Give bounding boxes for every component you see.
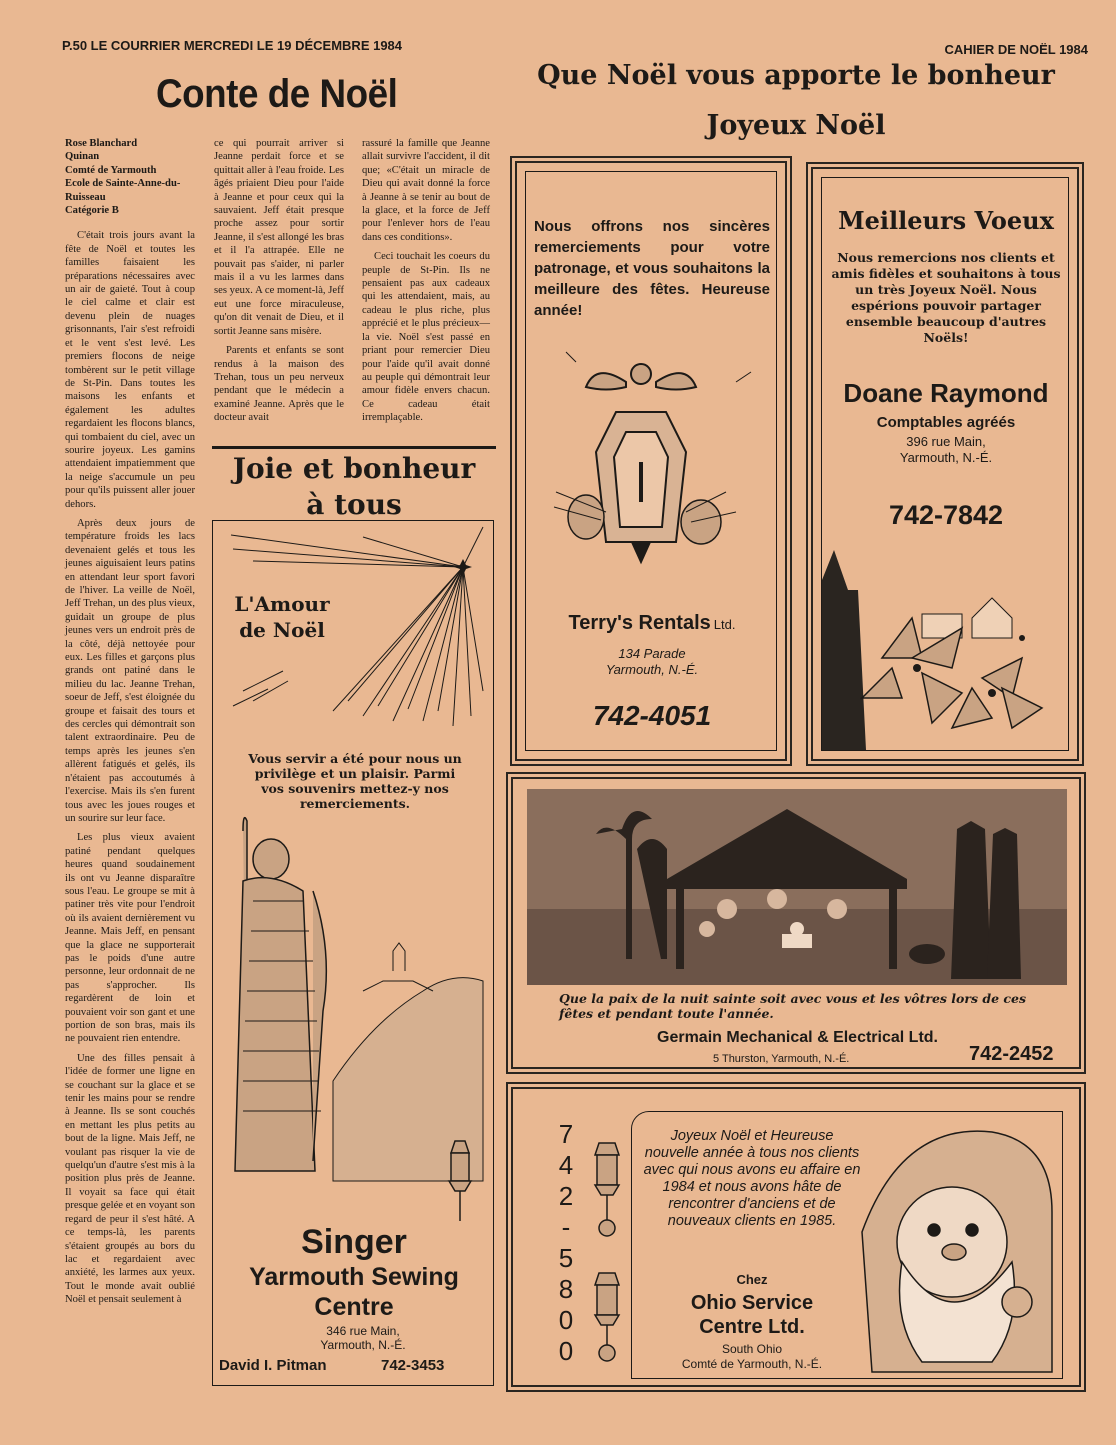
byline-line: Ecole de Sainte-Anne-du-	[65, 178, 181, 190]
doane-ad-box	[821, 177, 1069, 751]
ohio-phone-digit: 7	[558, 1119, 574, 1149]
singer-heading-1: Joie et bonheur	[232, 452, 476, 485]
germain-name: Germain Mechanical & Electrical Ltd.	[657, 1029, 938, 1046]
story-paragraph: Une des filles pensait à l'idée de former une ligne en se couchant sur la glace et se tenir les mains pour se rendre à Jeanne. Ils se sont couchés en mettant les plus petits au bout de la ligne. Mais Jeff, ne voulant pas risquer la vie de quelqu'un d'autre s'est mis à la position plus près de Jeanne. Il voyait sa face qui était presque gelée et en voyant son regard de peur il s'est hâté. A ce temps-là, les parents s'étaient groupés au bors du lac et regardaient avec anxiété, les larmes aux yeux. Tout le monde avait oublié Noël et pensait seulement à	[65, 1052, 195, 1306]
terrys-ad-box	[525, 171, 777, 751]
terrys-message: Nous offrons nos sincères remerciements pour votre patronage, et vous souhaitons la meilleure des fêtes. Heureuse année!	[534, 218, 770, 319]
story-paragraph: ce qui pourrait arriver si Jeanne perdait force et se quittait aller à l'eau froide. Les âgés priaient Dieu pour l'aide à Jeanne et pour ceux qui la sauvaient. Jeff était presque proche assez pour sortir Jeanne, il s'est allongé les bras et il l'a attrapée. Elle ne pouvait pas s'aider, ni parler mais il a vu les larmes dans ses yeux. A ce moment-là, Jeff eut une force miraculeuse, qu'on dit venait de Dieu, et il sortit Jeanne sans misère.	[214, 138, 344, 337]
doane-address-1: 396 rue Main,	[906, 434, 986, 449]
ohio-phone-digit: 5	[558, 1243, 574, 1273]
page-header-right: CAHIER DE NOËL 1984	[944, 42, 1088, 57]
ohio-ad-box	[631, 1111, 1063, 1379]
doane-message: Nous remercions nos clients et amis fidèles et souhaitons à tous un très Joyeux Noël. Nous espérions pouvoir partager ensemble beaucoup d'autres Noëls!	[831, 250, 1061, 345]
story-paragraph: rassuré la famille que Jeanne allait survivre l'accident, il dit que; «C'était un miracle de Dieu qui avait donné la force à Jeanne à se tenir au bout de la glace, et la force de Jeff pour l'enlever hors de l'eau dans ces conditions».	[362, 138, 490, 243]
doane-subtitle: Comptables agréés	[876, 414, 1016, 431]
terrys-ad-border	[510, 156, 792, 766]
singer-message: Vous servir a été pour nous un privilège et un plaisir. Parmi vos souvenirs mettez-y nos remerciements.	[248, 751, 462, 811]
page-header-left: P.50 LE COURRIER MERCREDI LE 19 DÉCEMBRE 1984	[62, 38, 403, 53]
ohio-address-1: South Ohio	[721, 1342, 783, 1356]
story-paragraph: Ceci touchait les coeurs du peuple de St-Pin. Ils ne pensaient pas aux cadeaux qui les attendaient, mais, au cadeau le plus riche, plus apprécié et le plus précieux— la vie. Noël s'est passé en priant pour remercier Dieu pour l'aide qu'il avait donné au peuple qui démontrait leur amour fidèle envers chacun. Ce cadeau était irremplaçable.	[362, 251, 490, 424]
ohio-phone-digit: 2	[558, 1181, 574, 1211]
story-column-3	[362, 137, 490, 431]
ohio-phone-digit: 0	[558, 1305, 574, 1335]
byline-line: Rose Blanchard	[65, 138, 138, 149]
germain-phone: 742-2452	[969, 1043, 1054, 1065]
doane-phone: 742-7842	[888, 500, 1004, 530]
banner-line-1: Que Noël vous apporte le bonheur	[537, 60, 1055, 91]
story-byline	[65, 137, 195, 217]
singer-contact: David I. Pitman	[219, 1357, 327, 1374]
terrys-name-text: Terry's Rentals	[568, 612, 711, 634]
ohio-ad-border	[506, 1082, 1086, 1392]
story-column-1	[65, 137, 195, 1313]
amour-de-noel-text: L'Amour de Noël	[234, 592, 330, 642]
byline-line: Comté de Yarmouth	[65, 164, 157, 176]
byline-line: Ruisseau	[65, 191, 106, 203]
doane-name: Doane Raymond	[843, 378, 1049, 408]
nativity-illustration	[527, 789, 1067, 985]
story-paragraph: C'était trois jours avant la fête de Noël et toutes les familles faisaient les préparations nécessaires avec un air de gaieté. Tout à coup le ciel calme et clair est devenu plein de nuages grisonnants, l'air s'est refroidi et le vent s'est levé. Les premiers flocons de neige tombèrent sur le petit village de St-Pin. Dans toutes les maisons les enfants et également les adultes regardaient les flocons blancs, qui tombaient du ciel, avec un sourire joyeux. Les gamins attendaient impatiemment que la neige s'accumule un peu pour qu'ils puissent aller jouer dehors.	[65, 230, 195, 510]
ohio-chez: Chez	[736, 1272, 768, 1287]
story-title: Conte de Noël	[156, 72, 398, 116]
germain-address: 5 Thurston, Yarmouth, N.-É.	[713, 1053, 850, 1065]
ohio-name-1: Ohio Service	[690, 1292, 814, 1314]
terrys-address-2: Yarmouth, N.-É.	[605, 662, 699, 677]
singer-address-1: 346 rue Main,	[326, 1324, 400, 1338]
ohio-address-2: Comté de Yarmouth, N.-É.	[681, 1357, 823, 1371]
byline-line: Quinan	[65, 151, 100, 163]
lamp-post-illustrations	[589, 1133, 629, 1363]
ohio-phone-vertical	[551, 1119, 581, 1367]
doane-ad-border	[806, 162, 1084, 766]
terrys-phone: 742-4051	[592, 700, 712, 731]
doane-address-2: Yarmouth, N.-É.	[899, 450, 993, 465]
singer-heading-2: à tous	[306, 488, 402, 521]
singer-brand: Singer	[301, 1223, 407, 1261]
poinsettia-illustration	[822, 538, 1070, 750]
singer-store-name-1: Yarmouth Sewing	[249, 1263, 459, 1291]
ohio-phone-digit: 8	[558, 1274, 574, 1304]
terrys-address-1: 134 Parade	[618, 646, 686, 661]
ohio-phone-digit: -	[561, 1212, 571, 1242]
banner-line-2: Joyeux Noël	[706, 110, 886, 141]
germain-ad-border	[506, 772, 1086, 1074]
germain-message: Que la paix de la nuit sainte soit avec vous et les vôtres lors de ces fêtes et pendant toute l'année.	[559, 991, 1027, 1021]
doane-heading: Meilleurs Voeux	[838, 206, 1054, 235]
story-paragraph: Parents et enfants se sont rendus à la maison des Trehan, tous un peu nerveux pendant que le médecin a examiné Jeanne. Après que le docteur avait	[214, 345, 344, 424]
ohio-name-2: Centre Ltd.	[699, 1316, 805, 1338]
ohio-phone-digit: 4	[558, 1150, 574, 1180]
singer-ad-box	[212, 520, 494, 1386]
ohio-phone-digit: 0	[558, 1336, 574, 1366]
singer-address-2: Yarmouth, N.-É.	[320, 1338, 406, 1352]
santa-illustration	[842, 1112, 1062, 1378]
terrys-name	[526, 612, 778, 635]
story-paragraph: Après deux jours de température froids les lacs devenaient gelés et tous les jeunes aiguisaient leurs patins en attendant leur sport favori de l'hiver. La veille de Noël, Jeff Trehan, un des plus vieux, guidait un groupe de plus jeunes vers un endroit près de la côté, déjà nettoyée pour eux. Les filles et garçons plus grands ont patiné dans le milieu du lac. Jeanne Trehan, soeur de Jeff, s'est éloignée du groupe et faisait des tours et des cercles qui démontrait son talent extraordinaire. Peu de temps après les jeunes s'en allèrent fatigués et gelés, ils n'étaient pas accoutumés à l'exercise. Mais ils s'en furent tous avec les joues rouges et un sourire sur leur face.	[65, 517, 195, 824]
singer-store-name-2: Centre	[314, 1293, 394, 1321]
story-paragraph: Les plus vieux avaient patiné pendant quelques heures quand soudainement ils ont vu Jeanne disparaître sous l'eau. Le groupe se mit à patiner très vite pour l'endroit où ils avaient dernièrement vu Jeanne. Mais Jeff, en pensant que la glace ne supporterait pas le poids d'une autre personne, leur ordonnait de ne pas s'approcher. Ils regardèrent de loin et pouvaient voir son gant et une portion de son bras, mais ils ne pouvaient rien entendre.	[65, 832, 195, 1045]
terrys-name-suffix: Ltd.	[713, 617, 736, 632]
singer-phone: 742-3453	[381, 1357, 445, 1374]
ohio-message: Joyeux Noël et Heureuse nouvelle année à tous nos clients avec qui nous avons eu affaire en 1984 et nous avons hâte de rencontrer d'anciens et de nouveaux clients en 1985.	[643, 1128, 861, 1229]
story-column-2	[214, 137, 344, 431]
lantern-illustration	[546, 342, 766, 582]
divider-rule	[212, 446, 496, 449]
byline-line: Catégorie B	[65, 205, 119, 217]
